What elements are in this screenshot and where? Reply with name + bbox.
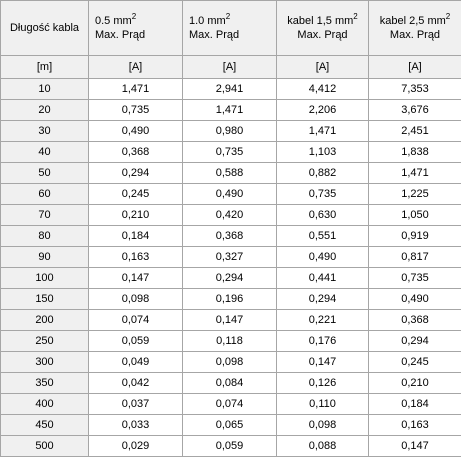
max-current-cell: 0,551 <box>277 226 369 247</box>
max-current-cell: 0,147 <box>89 268 183 289</box>
max-current-cell: 0,110 <box>277 394 369 415</box>
max-current-cell: 0,118 <box>183 331 277 352</box>
max-current-cell: 0,420 <box>183 205 277 226</box>
max-current-cell: 1,471 <box>89 79 183 100</box>
max-current-cell: 0,882 <box>277 163 369 184</box>
header-0-5mm-size: 0.5 $mm^2$ <box>95 12 137 27</box>
header-row <box>1 1 461 56</box>
max-current-cell: 0,084 <box>183 373 277 394</box>
max-current-cell: 0,049 <box>89 352 183 373</box>
max-current-cell: 1,838 <box>369 142 461 163</box>
max-current-cell: 4,412 <box>277 79 369 100</box>
max-current-cell: 0,098 <box>277 415 369 436</box>
header-1-0mm-size: 1.0 $mm^2$ <box>189 12 231 27</box>
header-1-5mm <box>277 1 369 56</box>
max-current-cell: 1,103 <box>277 142 369 163</box>
table-row <box>1 268 461 289</box>
max-current-cell: 0,490 <box>183 184 277 205</box>
unit-cell: [A] <box>89 56 183 79</box>
max-current-cell: 2,941 <box>183 79 277 100</box>
max-current-cell: 0,033 <box>89 415 183 436</box>
max-current-cell: 0,184 <box>89 226 183 247</box>
max-current-cell: 0,059 <box>183 436 277 457</box>
table-row <box>1 163 461 184</box>
header-2-5mm-subtitle: Max. Prąd <box>389 29 441 41</box>
max-current-cell: 0,074 <box>183 394 277 415</box>
table-row <box>1 247 461 268</box>
max-current-cell: 0,029 <box>89 436 183 457</box>
max-current-cell: 1,050 <box>369 205 461 226</box>
max-current-cell: 0,147 <box>183 310 277 331</box>
max-current-cell: 0,368 <box>183 226 277 247</box>
max-current-cell: 0,245 <box>369 352 461 373</box>
cable-length-cell: 90 <box>1 247 89 268</box>
table-row <box>1 415 461 436</box>
max-current-cell: 0,221 <box>277 310 369 331</box>
header-2-5mm <box>369 1 461 56</box>
max-current-cell: 0,147 <box>277 352 369 373</box>
max-current-cell: 0,098 <box>89 289 183 310</box>
cable-length-cell: 50 <box>1 163 89 184</box>
cable-length-cell: 30 <box>1 121 89 142</box>
table-row <box>1 79 461 100</box>
max-current-cell: 0,441 <box>277 268 369 289</box>
max-current-cell: 1,471 <box>369 163 461 184</box>
table-row <box>1 289 461 310</box>
cable-length-cell: 20 <box>1 100 89 121</box>
max-current-cell: 1,471 <box>277 121 369 142</box>
max-current-cell: 0,294 <box>277 289 369 310</box>
max-current-cell: 2,206 <box>277 100 369 121</box>
cable-length-cell: 500 <box>1 436 89 457</box>
table-row <box>1 121 461 142</box>
max-current-cell: 1,471 <box>183 100 277 121</box>
max-current-cell: 0,059 <box>89 331 183 352</box>
max-current-cell: 0,065 <box>183 415 277 436</box>
header-0-5mm-subtitle: Max. Prąd <box>95 29 146 41</box>
max-current-cell: 0,196 <box>183 289 277 310</box>
max-current-cell: 0,163 <box>89 247 183 268</box>
max-current-cell: 0,817 <box>369 247 461 268</box>
max-current-cell: 0,088 <box>277 436 369 457</box>
max-current-cell: 0,294 <box>183 268 277 289</box>
max-current-cell: 0,042 <box>89 373 183 394</box>
table-row <box>1 100 461 121</box>
cable-length-cell: 200 <box>1 310 89 331</box>
max-current-cell: 0,368 <box>369 310 461 331</box>
cable-length-cell: 100 <box>1 268 89 289</box>
cable-length-cell: 450 <box>1 415 89 436</box>
max-current-cell: 0,176 <box>277 331 369 352</box>
max-current-cell: 0,126 <box>277 373 369 394</box>
max-current-cell: 0,919 <box>369 226 461 247</box>
cable-length-cell: 70 <box>1 205 89 226</box>
max-current-cell: 0,037 <box>89 394 183 415</box>
header-1-0mm-subtitle: Max. Prąd <box>189 29 240 41</box>
max-current-cell: 0,490 <box>277 247 369 268</box>
cable-length-cell: 60 <box>1 184 89 205</box>
max-current-cell: 7,353 <box>369 79 461 100</box>
header-1-5mm-subtitle: Max. Prąd <box>297 29 348 41</box>
unit-cell: [m] <box>1 56 89 79</box>
header-0-5mm <box>89 1 183 56</box>
max-current-cell: 0,245 <box>89 184 183 205</box>
header-2-5mm-size: kabel 2,5 $mm^2$ <box>379 12 451 27</box>
table-row <box>1 310 461 331</box>
cable-length-cell: 350 <box>1 373 89 394</box>
max-current-cell: 0,098 <box>183 352 277 373</box>
max-current-cell: 1,225 <box>369 184 461 205</box>
cable-length-cell: 80 <box>1 226 89 247</box>
table-row <box>1 436 461 457</box>
header-cable-length-label: Długość kabla <box>9 22 80 34</box>
max-current-cell: 2,451 <box>369 121 461 142</box>
max-current-cell: 0,368 <box>89 142 183 163</box>
max-current-cell: 0,147 <box>369 436 461 457</box>
max-current-cell: 3,676 <box>369 100 461 121</box>
header-cable-length <box>1 1 89 56</box>
max-current-cell: 0,163 <box>369 415 461 436</box>
max-current-cell: 0,735 <box>277 184 369 205</box>
cable-length-cell: 40 <box>1 142 89 163</box>
table-row <box>1 226 461 247</box>
table-row <box>1 373 461 394</box>
cable-length-cell: 10 <box>1 79 89 100</box>
units-row <box>1 56 461 79</box>
max-current-cell: 0,327 <box>183 247 277 268</box>
table-body <box>1 79 461 457</box>
max-current-cell: 0,735 <box>369 268 461 289</box>
max-current-cell: 0,588 <box>183 163 277 184</box>
max-current-cell: 0,735 <box>183 142 277 163</box>
max-current-cell: 0,490 <box>89 121 183 142</box>
cable-length-cell: 150 <box>1 289 89 310</box>
table-row <box>1 142 461 163</box>
cable-length-cell: 400 <box>1 394 89 415</box>
max-current-cell: 0,184 <box>369 394 461 415</box>
cable-length-cell: 250 <box>1 331 89 352</box>
max-current-cell: 0,980 <box>183 121 277 142</box>
max-current-cell: 0,490 <box>369 289 461 310</box>
cable-length-cell: 300 <box>1 352 89 373</box>
max-current-cell: 0,294 <box>369 331 461 352</box>
table-header <box>1 1 461 79</box>
max-current-cell: 0,210 <box>89 205 183 226</box>
max-current-cell: 0,074 <box>89 310 183 331</box>
max-current-cell: 0,735 <box>89 100 183 121</box>
max-current-cell: 0,210 <box>369 373 461 394</box>
table-row <box>1 331 461 352</box>
unit-cell: [A] <box>277 56 369 79</box>
table-row <box>1 352 461 373</box>
table-row <box>1 184 461 205</box>
max-current-cell: 0,630 <box>277 205 369 226</box>
table-row <box>1 394 461 415</box>
unit-cell: [A] <box>183 56 277 79</box>
max-current-cell: 0,294 <box>89 163 183 184</box>
unit-cell: [A] <box>369 56 461 79</box>
header-1-5mm-size: kabel 1,5 $mm^2$ <box>287 12 358 27</box>
header-1-0mm <box>183 1 277 56</box>
table-row <box>1 205 461 226</box>
